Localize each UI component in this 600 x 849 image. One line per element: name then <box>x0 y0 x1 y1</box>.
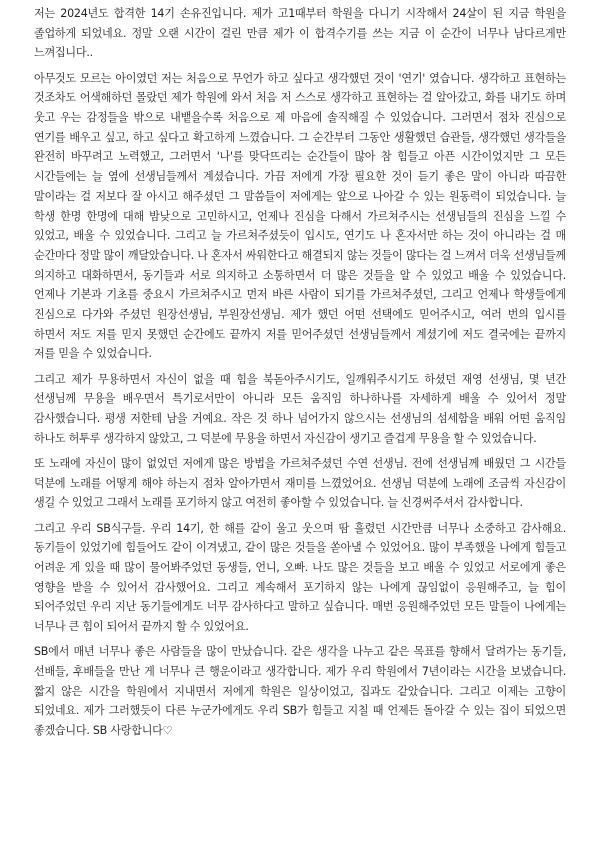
paragraph-closing: SB에서 매년 너무나 좋은 사람들을 많이 만났습니다. 같은 생각을 나누고 같은 목표를 향해서 달려가는 동기들, 선배들, 후배들을 만난 게 너무나 큰 행운이라고 생각합니다. 제가 우리 학원에서 7년이라는 시간을 보냈습니다. 짧지 않은 시간을 학원에서 지내면서 저에게 학원은 일상이었고, 집과도 같았습니다. 그리고 이제는 고향이 되었네요. 제가 그러했듯이 다른 누군가에게도 우리 SB가 힘들고 지칠 때 언제든 돌아갈 수 있는 집이 되었으면 좋겠습니다. SB 사랑합니다♡ <box>34 645 566 738</box>
paragraph-vocal-teacher: 또 노래에 자신이 많이 없었던 저에게 많은 방법을 가르쳐주셨던 수연 선생님. 전에 선생님께 배웠던 그 시간들 덕분에 노래를 어떻게 해야 하는지 점차 알아가면서 재미를 느꼈었어요. 선생님 덕분에 노래에 조금씩 자신감이 생길 수 있었고 그래서 노래를 포기하지 않고 여전히 좋아할 수 있었습니다. 늘 신경써주셔서 감사합니다. <box>34 456 566 510</box>
paragraph-dance-teacher: 그리고 제가 무용하면서 자신이 없을 때 힘을 북돋아주시기도, 일깨워주시기도 하셨던 재영 선생님, 몇 년간 선생님께 무용을 배우면서 특기로서만이 아니라 모든 움직임 하나하나를 자세하게 배울 수 있어서 정말 감사했습니다. 평생 저한테 남을 거예요. 작은 것 하나 넘어가지 않으시는 선생님의 섬세함을 배워 어떤 움직임 하나도 허투루 생각하지 않았고, 그 덕분에 무용을 하면서 자신감이 생기고 즐겁게 무용을 할 수 있었습니다. <box>34 372 566 445</box>
paragraph-classmates: 그리고 우리 SB식구들. 우리 14기, 한 해를 같이 울고 웃으며 땀 흘렸던 시간만큼 너무나 소중하고 감사해요. 동기들이 있었기에 힘들어도 같이 이겨냈고, 같이 많은 것들을 쏟아낼 수 있었어요. 많이 부족했을 나에게 힘들고 어려운 게 있을 때 많이 물어봐주었던 동생들, 언니, 오빠. 나도 많은 것들을 보고 배울 수 있었고 서로에게 좋은 영향을 받을 수 있어서 감사했어요. 그리고 계속해서 포기하지 않는 나에게 끊임없이 응원해주고, 늘 힘이 되어주었던 우리 지난 동기들에게도 너무 감사하다고 말하고 싶습니다. 매번 응원해주었던 모든 말들이 나에게는 너무나 큰 힘이 되어서 끝까지 할 수 있었어요. <box>34 521 566 634</box>
paragraph-acting-journey: 아무것도 모르는 아이였던 저는 처음으로 무언가 하고 싶다고 생각했던 것이 '연기' 였습니다. 생각하고 표현하는 것조차도 어색해하던 몰랐던 제가 학원에 와서 처음 저 스스로 생각하고 표현하는 걸 알아갔고, 화를 내기도 하며 웃고 우는 감정들을 밖으로 내뱉을수록 처음으로 제 마음에 솔직해질 수 있었습니다. 그러면서 점차 진심으로 연기를 배우고 싶고, 하고 싶다고 확고하게 느꼈습니다. 그 순간부터 그동안 생활했던 습관들, 생각했던 생각들을 완전히 바꾸려고 노력했고, 그러면서 '나'를 맞닥뜨리는 순간들이 많아 참 힘들고 아픈 시간이었지만 그 모든 시간들에는 늘 옆에 선생님들께서 계셨습니다. 가끔 저에게 가장 필요한 것이 듣기 좋은 말이 아니라 따끔한 말이라는 걸 저보다 잘 아시고 해주셨던 그 말씀들이 저에게는 앞으로 나아갈 수 있는 원동력이 되었습니다. 늘 학생 한명 한명에 대해 밤낮으로 고민하시고, 언제나 진심을 다해서 가르쳐주시는 선생님들의 진심을 느낄 수 있었고, 배울 수 있었습니다. 그리고 늘 가르쳐주셨듯이 입시도, 연기도 나 혼자서만 하는 것이 아니라는 걸 매 순간마다 정말 많이 깨달았습니다. 나 혼자서 싸워한다고 해결되지 않는 것들이 많다는 걸 느껴서 더욱 선생님들께 의지하고 대화하면서, 동기들과 서로 의지하고 소통하면서 더 많은 것들을 알 수 있었고 배울 수 있었습니다. 언제나 기본과 기초를 중요시 가르쳐주시고 먼저 바른 사람이 되기를 가르쳐주셨던, 그리고 언제나 학생들에게 진심으로 다가와 주셨던 원장선생님, 부원장선생님. 제가 했던 어떤 선택에도 믿어주시고, 여러 번의 입시를 하면서 저도 저를 믿지 못했던 순간에도 끝까지 저를 믿어주셨던 선생님들께서 계셨기에 저도 결국에는 끝까지 저를 믿을 수 있었습니다. <box>34 71 566 361</box>
paragraph-intro: 저는 2024년도 합격한 14기 손유진입니다. 제가 고1때부터 학원을 다니기 시작해서 24살이 된 지금 학원을 졸업하게 되었네요. 정말 오랜 시간이 걸린 만큼 제가 이 합격수기를 쓰는 지금 이 순간이 너무나 남다르게만 느껴집니다.. <box>34 7 566 60</box>
